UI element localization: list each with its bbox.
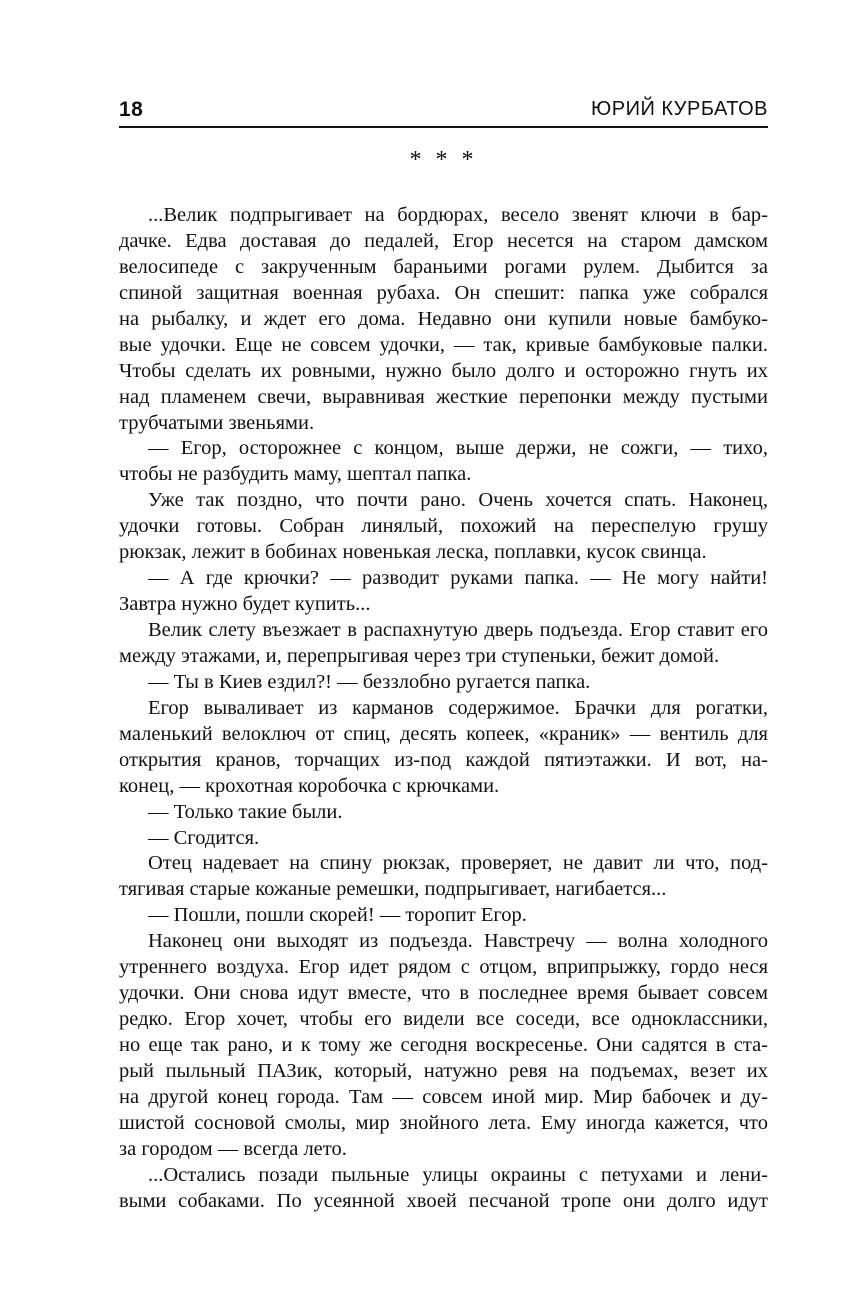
section-separator: * * *	[409, 147, 478, 173]
text-line: — Сгодится.	[148, 826, 260, 849]
text-line: рюкзак, лежит в бобинах новенькая леска, поплавки, кусок свинца.	[119, 541, 707, 564]
running-head-author: ЮРИЙ КУРБАТОВ	[591, 98, 768, 120]
text-line: за городом — всегда лето.	[119, 1137, 347, 1160]
body-text	[119, 203, 768, 1215]
text-line: дачке. Едва доставая до педалей, Егор несется на старом дамском	[119, 229, 768, 252]
text-line: Отец надевает на спину рюкзак, проверяет, не давит ли что, под-	[148, 852, 768, 875]
text-line: — Ты в Киев ездил?! — беззлобно ругается папка.	[148, 670, 591, 693]
text-line: Уже так поздно, что почти рано. Очень хочется спать. Наконец,	[148, 489, 768, 512]
text-line: Чтобы сделать их ровными, нужно было долго и осторожно гнуть их	[119, 359, 768, 382]
text-line: — Пошли, пошли скорей! — торопит Егор.	[148, 904, 527, 927]
text-line: рый пыльный ПАЗик, который, натужно ревя на подъемах, везет их	[119, 1059, 768, 1082]
text-line: — Егор, осторожнее с концом, выше держи, не сожги, — тихо,	[148, 437, 768, 460]
text-line: редко. Егор хочет, чтобы его видели все соседи, все одноклассники,	[119, 1008, 768, 1031]
text-line: Велик слету въезжает в распахнутую дверь подъезда. Егор ставит его	[148, 619, 768, 641]
text-line: конец, — крохотная коробочка с крючками.	[119, 774, 500, 797]
text-line: тягивая старые кожаные ремешки, подпрыгивает, нагибается...	[119, 878, 667, 901]
text-line: утреннего воздуха. Егор идет рядом с отцом, вприпрыжку, гордо неся	[119, 956, 768, 979]
text-line: чтобы не разбудить маму, шептал папка.	[119, 463, 472, 486]
text-line: между этажами, и, перепрыгивая через три ступеньки, бежит домой.	[119, 644, 720, 667]
page-header	[119, 96, 768, 128]
text-line: выми собаками. По усеянной хвоей песчаной тропе они долго идут	[119, 1189, 768, 1212]
text-line: спиной защитная военная рубаха. Он спешит: папка уже собрался	[119, 281, 768, 304]
text-line: открытия кранов, торчащих из-под каждой пятиэтажки. И вот, на-	[119, 748, 768, 771]
text-line: но еще так рано, и к тому же сегодня воскресенье. Они садятся в ста-	[119, 1034, 768, 1056]
text-line: над пламенем свечи, выравнивая жесткие перепонки между пустыми	[119, 385, 768, 408]
text-line: ...Остались позади пыльные улицы окраины с петухами и лени-	[148, 1163, 768, 1186]
text-line: Завтра нужно будет купить...	[119, 593, 371, 616]
text-line: шистой сосновой смолы, мир знойного лета. Ему иногда кажется, что	[119, 1111, 768, 1134]
text-line: удочки готовы. Собран линялый, похожий на переспелую грушу	[119, 515, 768, 538]
text-line: ...Велик подпрыгивает на бордюрах, весело звенят ключи в бар-	[148, 204, 768, 226]
text-line: велосипеде с закрученным бараньими рогами рулем. Дыбится за	[119, 255, 768, 278]
text-line: трубчатыми звеньями.	[119, 411, 315, 434]
text-line: Наконец они выходят из подъезда. Навстречу — волна холодного	[148, 930, 768, 953]
text-line: маленький велоключ от спиц, десять копеек, «краник» — вентиль для	[119, 722, 768, 745]
text-line: на другой конец города. Там — совсем иной мир. Мир бабочек и ду-	[119, 1085, 768, 1108]
text-line: — А где крючки? — разводит руками папка. — Не могу найти!	[148, 567, 768, 590]
page-number: 18	[119, 98, 144, 121]
text-line: удочки. Они снова идут вместе, что в последнее время бывает совсем	[119, 982, 768, 1005]
text-line: — Только такие были.	[148, 800, 343, 823]
text-line: вые удочки. Еще не совсем удочки, — так, кривые бамбуковые палки.	[119, 333, 768, 356]
text-line: на рыбалку, и ждет его дома. Недавно они купили новые бамбуко-	[119, 307, 768, 330]
text-line: Егор вываливает из карманов содержимое. Брачки для рогатки,	[148, 696, 768, 719]
